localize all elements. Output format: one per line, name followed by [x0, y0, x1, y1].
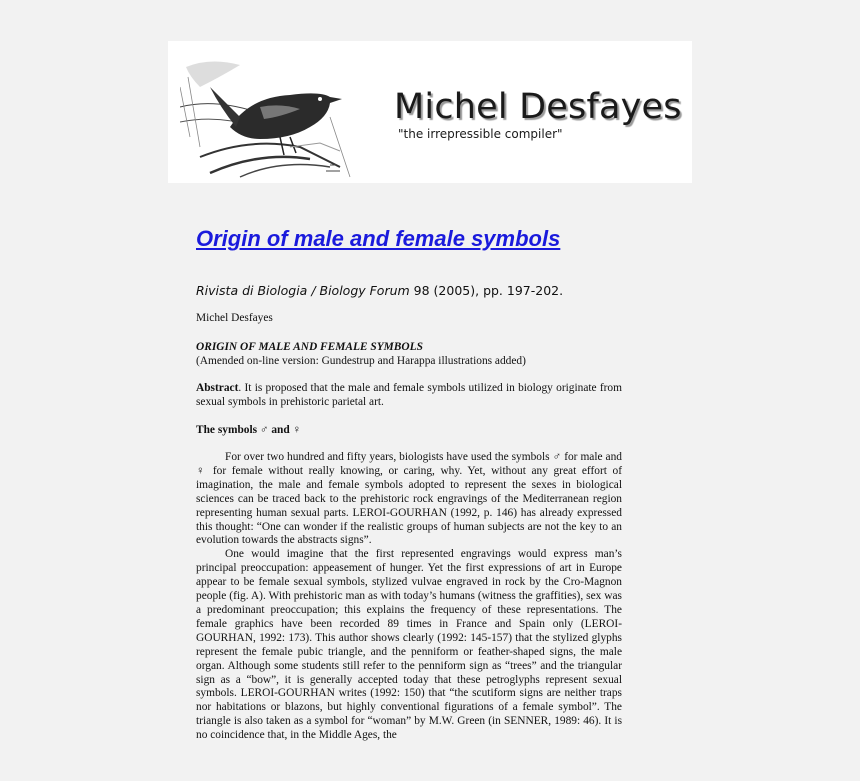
paragraph: One would imagine that the first represented engravings would express man’s principal preoccupation: appeasement of hunger. Yet the first expressions of art in Europe appear to be female sexual symbols, stylized vulvae engraved in rock by the Cro-Magnon people (fig. A). With prehistoric man as with today’s humans (witness the graffities), sex was a predominant preoccupation; this explains the frequency of these representations. The female graphics have been recorded 89 times in France and Spain only (LEROI-GOURHAN, 1992: 173). This author shows clearly (1992: 145-157) that the stylized glyphs represent the female pubic triangle, and the penniform or feather-shaped signs, the male organ. Although some students still refer to the penniform sign as “trees” and the triangular sign as a “bow”, it is generally accepted today that these petroglyphs represent sexual symbols. LEROI-GOURHAN writes (1992: 150) that “the scutiform signs are neither traps nor habitations or blazons, but highly conventional figurations of a female symbol”. The triangle is also taken as a symbol for “woman” by M.W. Green (in SENNER, 1989: 46). It is no coincidence that, in the Middle Ages, the: [196, 548, 622, 742]
abstract: [196, 382, 622, 410]
author-line: Michel Desfayes: [196, 312, 273, 324]
body-text: [196, 451, 622, 743]
banner-name: Michel Desfayes: [394, 87, 682, 127]
banner-tagline: "the irrepressible compiler": [398, 127, 563, 141]
header-banner: [168, 41, 692, 183]
bird-sketch-image: [180, 47, 356, 183]
citation-details: 98 (2005), pp. 197-202.: [409, 283, 564, 298]
paragraph: For over two hundred and fifty years, biologists have used the symbols ♂ for male and ♀ for female without really knowing, or caring, why. Yet, without any great effort of imagination, the male and female symbols adopted to represent the sexes in biological sciences can be traced back to the prehistoric rock engravings of the Mediterranean region representing human sexual parts. LEROI-GOURHAN (1992, p. 146) has already expressed this thought: “One can wonder if the realistic groups of human subjects are not the key to an evolution towards the abstracts signs”.: [196, 451, 622, 547]
citation-journal: Rivista di Biologia / Biology Forum: [196, 283, 410, 298]
article-heading: ORIGIN OF MALE AND FEMALE SYMBOLS: [196, 341, 423, 353]
amended-note: (Amended on-line version: Gundestrup and Harappa illustrations added): [196, 355, 526, 367]
article-title-link[interactable]: Origin of male and female symbols: [196, 226, 561, 251]
section-heading: The symbols ♂ and ♀: [196, 424, 302, 436]
citation: [196, 283, 563, 298]
abstract-label: Abstract: [196, 382, 239, 394]
abstract-text: . It is proposed that the male and female symbols utilized in biology originate from sexual symbols in prehistoric parietal art.: [196, 382, 622, 408]
